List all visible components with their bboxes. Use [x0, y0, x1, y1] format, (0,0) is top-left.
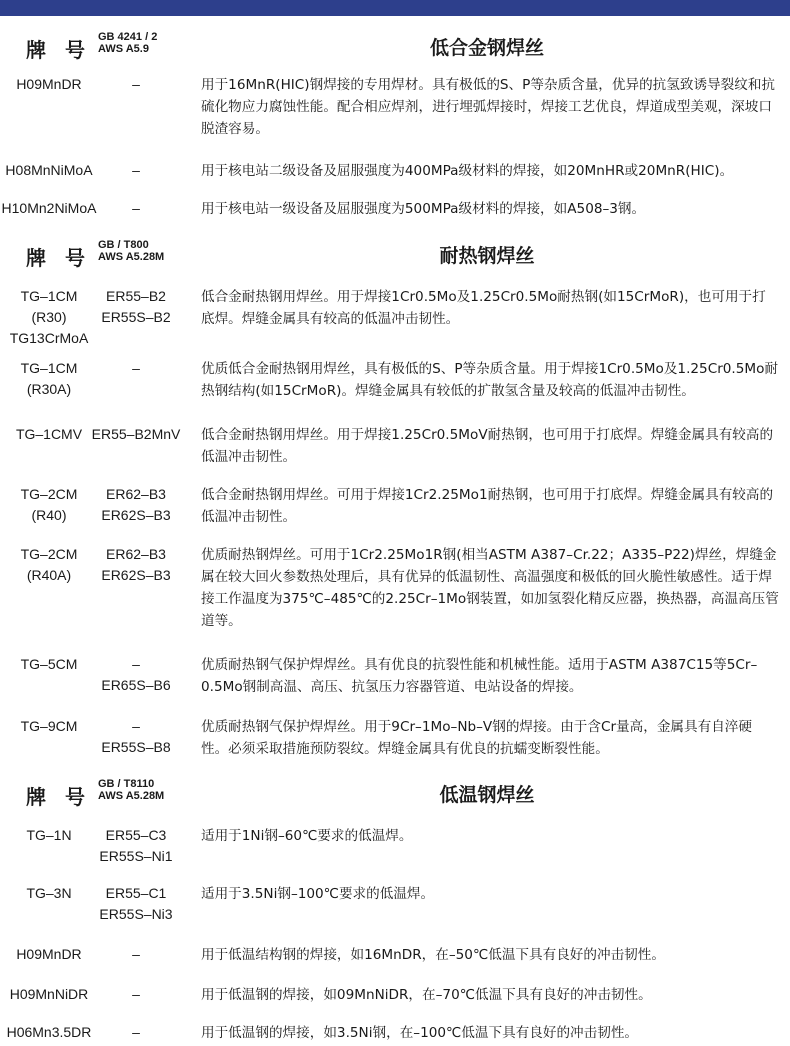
aws-cell: –: [132, 162, 140, 178]
aws-cell: –: [132, 360, 140, 376]
grade-cell: TG–1CM (R30) TG13CrMoA: [9, 288, 89, 346]
aws-cell: –: [132, 76, 140, 92]
brand-label: 牌 号: [26, 246, 91, 270]
description-cell: 优质耐热钢气保护焊焊丝。用于9Cr–1Mo–Nb–V钢的焊接。由于含Cr量高，金属具有自淬硬性。必须采取措施预防裂纹。焊缝金属具有优良的抗蠕变断裂性能。: [201, 719, 752, 757]
description-cell: 低合金耐热钢用焊丝。用于焊接1.25Cr0.5MoV耐热钢，也可用于打底焊。焊缝金属具有较高的低温冲击韧性。: [201, 427, 774, 465]
description-cell: 优质耐热钢气保护焊焊丝。具有优良的抗裂性能和机械性能。适用于ASTM A387C15等5Cr–0.5Mo钢制高温、高压、抗氢压力容器管道、电站设备的焊接。: [201, 657, 758, 695]
standard-label: GB / T8110 AWS A5.28M: [98, 778, 165, 802]
grade-cell: H06Mn3.5DR: [6, 1024, 92, 1040]
grade-cell: H09MnDR: [16, 76, 82, 92]
description-cell: 低合金耐热钢用焊丝。用于焊接1Cr0.5Mo及1.25Cr0.5Mo耐热钢(如15CrMoR)，也可用于打底焊。焊缝金属具有较高的低温冲击韧性。: [201, 289, 766, 327]
section-title: 低合金钢焊丝: [429, 37, 544, 59]
section-header: [0, 238, 790, 272]
aws-cell: ER62–B3 ER62S–B3: [101, 486, 171, 523]
brand-label: 牌 号: [26, 785, 91, 809]
standard-label: GB / T800 AWS A5.28M: [98, 239, 165, 263]
aws-cell: –: [132, 986, 140, 1002]
description-cell: 适用于1Ni钢–60℃要求的低温焊。: [201, 828, 413, 844]
aws-cell: – ER65S–B6: [101, 656, 171, 693]
aws-cell: –: [132, 946, 140, 962]
grade-cell: H09MnDR: [16, 946, 82, 962]
grade-cell: TG–2CM (R40): [20, 486, 78, 523]
aws-cell: ER55–C1 ER55S–Ni3: [99, 885, 173, 922]
aws-cell: ER55–B2 ER55S–B2: [101, 288, 171, 325]
aws-cell: – ER55S–B8: [101, 718, 171, 755]
section-header: [0, 30, 790, 64]
section-title: 低温钢焊丝: [439, 784, 535, 806]
grade-cell: TG–1CM (R30A): [20, 360, 78, 397]
grade-cell: H08MnNiMoA: [5, 162, 93, 178]
standard-label: GB 4241 / 2 AWS A5.9: [98, 31, 158, 55]
description-cell: 用于核电站一级设备及屈服强度为500MPa级材料的焊接，如A508–3钢。: [201, 201, 646, 217]
grade-cell: TG–1N: [26, 827, 72, 843]
section-header: [0, 777, 790, 811]
description-cell: 用于核电站二级设备及屈服强度为400MPa级材料的焊接，如20MnHR或20MnR(HIC)。: [201, 163, 734, 179]
description-cell: 用于低温结构钢的焊接，如16MnDR，在–50℃低温下具有良好的冲击韧性。: [201, 947, 665, 963]
brand-label: 牌 号: [26, 38, 91, 62]
section-title: 耐热钢焊丝: [439, 245, 535, 267]
description-cell: 低合金耐热钢用焊丝。可用于焊接1Cr2.25Mo1耐热钢，也可用于打底焊。焊缝金属具有较高的低温冲击韧性。: [201, 487, 774, 525]
aws-cell: ER62–B3 ER62S–B3: [101, 546, 171, 583]
description-cell: 用于低温钢的焊接，如3.5Ni钢，在–100℃低温下具有良好的冲击韧性。: [201, 1025, 639, 1041]
grade-cell: TG–3N: [26, 885, 72, 901]
description-cell: 用于低温钢的焊接，如09MnNiDR，在–70℃低温下具有良好的冲击韧性。: [201, 987, 652, 1003]
aws-cell: ER55–C3 ER55S–Ni1: [99, 827, 173, 864]
header-bar: [0, 0, 790, 16]
grade-cell: TG–1CMV: [15, 426, 83, 442]
description-cell: 优质低合金耐热钢用焊丝，具有极低的S、P等杂质含量。用于焊接1Cr0.5Mo及1.25Cr0.5Mo耐热钢结构(如15CrMoR)。焊缝金属具有较低的扩散氢含量及较高的低温冲击韧性。: [201, 361, 779, 399]
aws-cell: ER55–B2MnV: [91, 426, 181, 442]
grade-cell: H09MnNiDR: [9, 986, 89, 1002]
description-cell: 优质耐热钢焊丝。可用于1Cr2.25Mo1R钢(相当ASTM A387–Cr.22；A335–P22)焊丝，焊缝金属在较大回火参数热处理后，具有优异的低温韧性、高温强度和极低的回火脆性敏感性。适于焊接工作温度为375℃–485℃的2.25Cr–1Mo钢装置，如加氢裂化精反应器，换热器，高温高压管道等。: [201, 547, 779, 629]
description-cell: 用于16MnR(HIC)钢焊接的专用焊材。具有极低的S、P等杂质含量，优异的抗氢致诱导裂纹和抗硫化物应力腐蚀性能。配合相应焊剂，进行埋弧焊接时，焊接工艺优良，焊道成型美观，深坡口脱渣容易。: [201, 77, 776, 137]
grade-cell: TG–5CM: [20, 656, 78, 672]
grade-cell: TG–2CM (R40A): [20, 546, 78, 583]
grade-cell: TG–9CM: [20, 718, 78, 734]
aws-cell: –: [132, 200, 140, 216]
grade-cell: H10Mn2NiMoA: [1, 200, 97, 216]
description-cell: 适用于3.5Ni钢–100℃要求的低温焊。: [201, 886, 435, 902]
aws-cell: –: [132, 1024, 140, 1040]
